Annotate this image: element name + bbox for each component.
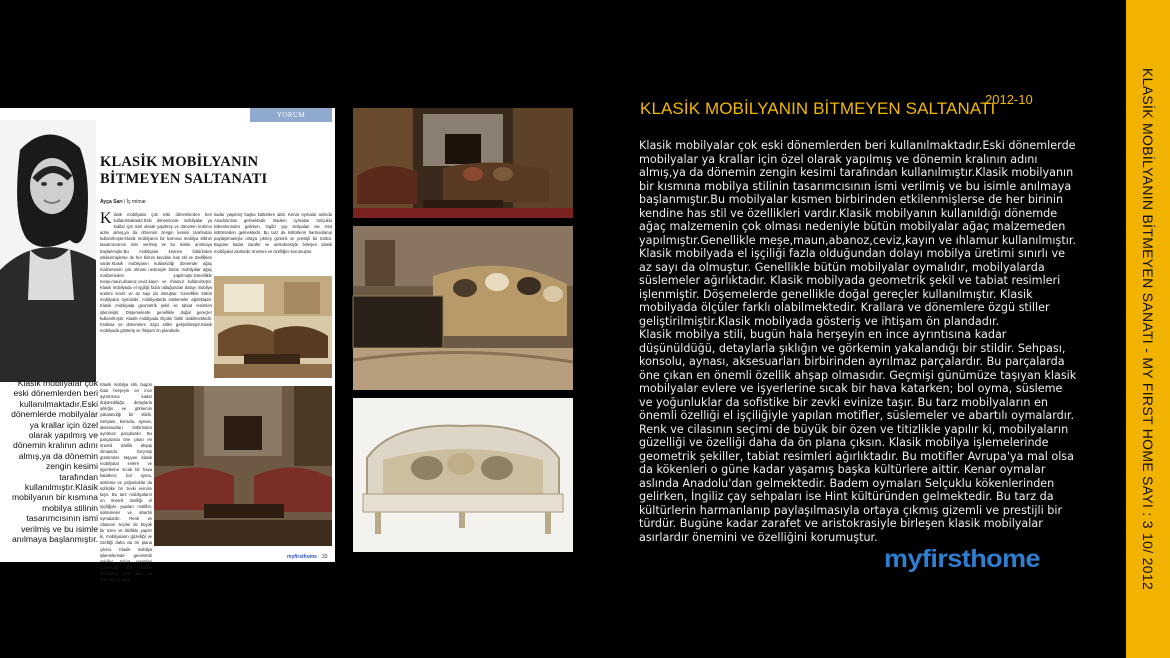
page-number: 33 (322, 554, 328, 560)
article-title: KLASİK MOBİLYANIN BİTMEYEN SALTANATI (640, 99, 996, 118)
photo-carved-white-sofa (353, 398, 573, 552)
column-1-text: lasik mobilyalar çok eski dönemlerden beri kullanılmaktadır.Eski dönemlerde mobilyalar ya krallar için özel olarak yapılmış ve dönemin kralının adını almış,ya da dönemin zengin kesimi tarafından kullanılmıştır.Klasik mobilyanın bir kısmına mobilya stilinin tasarımcısının ismi verilmiş ve bu isimle anılmaya başlanmıştır.Bu mobilyalar kısmen birbirinden etkilenmişlerse de her birinin kendine has stil ve özellikleri vardır.Klasik mobilyanın kullanıldığı dönemde ağaç malzemenin çok olması nedeniyle bütün mobilyalar ağaç malzemeden yapılmıştır.Genellikle meşe,maun,abanoz,ceviz,kayın ve ıhlamur kullanılmıştır. Klasik mobilyada el işçiliği fazla olduğundan dolayı mobilya üretimi sınırlı ve az sayı da olmuştur. Genellikle bütün mobilyalar oymalıdır, mobilyalarda süslemeler ağırlıktadır. Klasik mobilyada geometrik şekil ve tabiat resimleri işlenmiştir. Döşemelerde genellikle doğal gereçler kullanılmıştır. Klasik mobilyada ölçüler farklı olabilmektedir. Krallara ve dönemlere özgü stiller geliştirilmiştir.Klasik mobilyada gösteriş ve ihtişam ön plandadır. (100, 212, 212, 333)
magazine-headline: KLASİK MOBİLYANIN BİTMEYEN SALTANATI (100, 154, 268, 187)
section-tag: YORUM (250, 108, 332, 122)
author-name: Ayça Sarı (100, 199, 123, 205)
sidebar-caption: KLASİK MOBİLYANIN BİTMEYEN SANATI - MY FIRST HOME SAYI : 3 10/ 2012 (1140, 68, 1156, 590)
magazine-photo-living-room (214, 276, 332, 378)
article-paragraph-2: Klasik mobilya stili, bugün hala herşeyin en ince ayrıntısına kadar düşünüldüğü, detaylarla şıklığın ve görkemin yakalandığı bir stildir. Sehpası, konsolu, aynası, aksesuarları birbirinden ayrılmaz parçalardır. Bu parçalarda öne çıkan en önemli özellik ahşap olmasıdır. Geçmişi günümüze taşıyan klasik mobilyalar evlere ve işyerlerine sıcak bir hava katarken; bol oyma, süsleme ve yoğunluklar da sofistike bir zevki evinize taşır. Bu tarz mobilyaların en önemli özelliği el işçiliğiyle yapılan motifler, süslemeler ve abartılı oymalardır. Renk ve cilasının seçimi de büyük bir özen ve titizlikle yapılır ki, mobilyaların güzelliği ve özelliği daha da ön plana çıksın. Klasik mobilya işlemelerinde geometrik şekiller, tabiat resimleri ağırlıktadır. Bu motifler Avrupa'ya mal olsa da kökenleri o güne kadar yaşamış başka kültürlere aittir. Kenar oymalar aslında Anadolu'dan gelmektedir. Badem oymaları Selçuklu kökenlerinden gelirken, İngiliz çay sehpaları ise Hint kültüründen gelmektedir. Bu tarz da kültürlerin harmanlanıp paylaşılmasıyla ortaya çıkmış gizemli ve prestijli bir türdür. Bugüne kadar zarafet ve aristokrasiyle birleşen klasik mobilyalar asırlardır önemini ve özelliğini korumuştur. (639, 328, 1077, 544)
author-portrait (0, 120, 96, 382)
magazine-page (0, 108, 335, 582)
photo-leather-living-room (353, 108, 573, 218)
article-paragraph-1: Klasik mobilyalar çok eski dönemlerden beri kullanılmaktadır.Eski dönemlerde mobilyalar ya krallar için özel olarak yapılmış ve dönemin kralının adını almış,ya da dönemin zengin kesimi tarafından kullanılmıştır.Klasik mobilyanın bir kısmına mobilya stilinin tasarımcısının ismi verilmiş ve bu isimle anılmaya başlanmıştır.Bu mobilyalar kısmen birbirinden etkilenmişlerse de her birinin kendine has stil ve özellikleri vardır.Klasik mobilyanın kullanıldığı dönemde ağaç malzemenin çok olması nedeniyle bütün mobilyalar ağaç malzemeden yapılmıştır.Genellikle meşe,maun,abanoz,ceviz,kayın ve ıhlamur kullanılmıştır. Klasik mobilyada el işçiliği fazla olduğundan dolayı mobilya üretimi sınırlı ve az sayı da olmuştur. Genellikle bütün mobilyalar oymalıdır, mobilyalarda süslemeler ağırlıktadır. Klasik mobilyada geometrik şekil ve tabiat resimleri işlenmiştir. Döşemelerde genellikle doğal gereçler kullanılmıştır. Klasik mobilyada ölçüler farklı olabilmektedir. Krallara ve dönemlere özgü stiller geliştirilmiştir.Klasik mobilyada gösteriş ve ihtişam ön plandadır. (639, 139, 1076, 328)
byline (100, 199, 146, 205)
svg-text:myfirsthome: myfirsthome (884, 545, 1041, 573)
sidebar-banner (1126, 0, 1170, 658)
magazine-footer-brand: myfirsthome (287, 554, 318, 560)
magazine-column-1 (100, 212, 212, 382)
myfirsthome-logo (884, 544, 1040, 574)
author-role: / İç mimar (124, 199, 146, 205)
drop-cap: K (100, 210, 112, 227)
magazine-photo-fireplace-room (154, 386, 332, 546)
photo-ornate-sofa (353, 226, 573, 390)
pull-quote: Klasik mobilyalar çok eski dönemlerden beri kullanılmaktadır.Eski dönemlerde mobilyalar ya krallar için özel olarak yapılmış ve dönemin kralının adını almış,ya da dönemin zengin kesimi tarafından kullanılmıştır.Klasik mobilyanın bir kısmına mobilya stilinin tasarımcısının ismi verilmiş ve bu isimle anılmaya başlanmıştır. (11, 378, 98, 545)
magazine-column-1b: Klasik mobilya stili, bugün hala herşeyin en ince ayrıntısına kadar düşünüldüğü, detaylarla şıklığın ve görkemin yakalandığı bir stildir. Sehpası, konsolu, aynası, aksesuarları birbirinden ayrılmaz parçalardır. Bu parçalarda öne çıkan en önemli özellik ahşap olmasıdır. Geçmişi günümüze taşıyan klasik mobilyalar evlere ve işyerlerine sıcak bir hava katarken; bol oyma, süsleme ve yoğunluklar da sofistike bir zevki evinize taşır. Bu tarz mobilyaların en önemli özelliği el işçiliğiyle yapılan motifler, süslemeler ve abartılı oymalardır. Renk ve cilasının seçimi de büyük bir özen ve titizlikle yapılır ki, mobilyaların güzelliği ve özelliği daha da ön plana çıksın. Klasik mobilya işlemelerinde geometrik şekiller, tabiat resimleri ağırlıktadır. Bu motifler Avrupa'ya mal olsa da kökenleri o güne (100, 382, 152, 582)
article-body (639, 139, 1079, 544)
magazine-column-2: kadar yaşamış başka kültürlere aittir. Kenar oymalar aslında Anadolu'dan gelmektedir. Badem oymaları Selçuklu kökenlerinden gelirken, İngiliz çay sehpaları ise Hint kültüründen gelmektedir. Bu tarz da kültürlerin harmanlanıp paylaşılmasıyla ortaya çıkmış gizemli ve prestijli bir türdür. Bugüne kadar zarafet ve aristokrasiyle birleşen klasik mobilyalar asırlardır önemini ve özelliğini korumuştur. (214, 212, 332, 254)
article-date: 2012-10 (985, 92, 1033, 107)
